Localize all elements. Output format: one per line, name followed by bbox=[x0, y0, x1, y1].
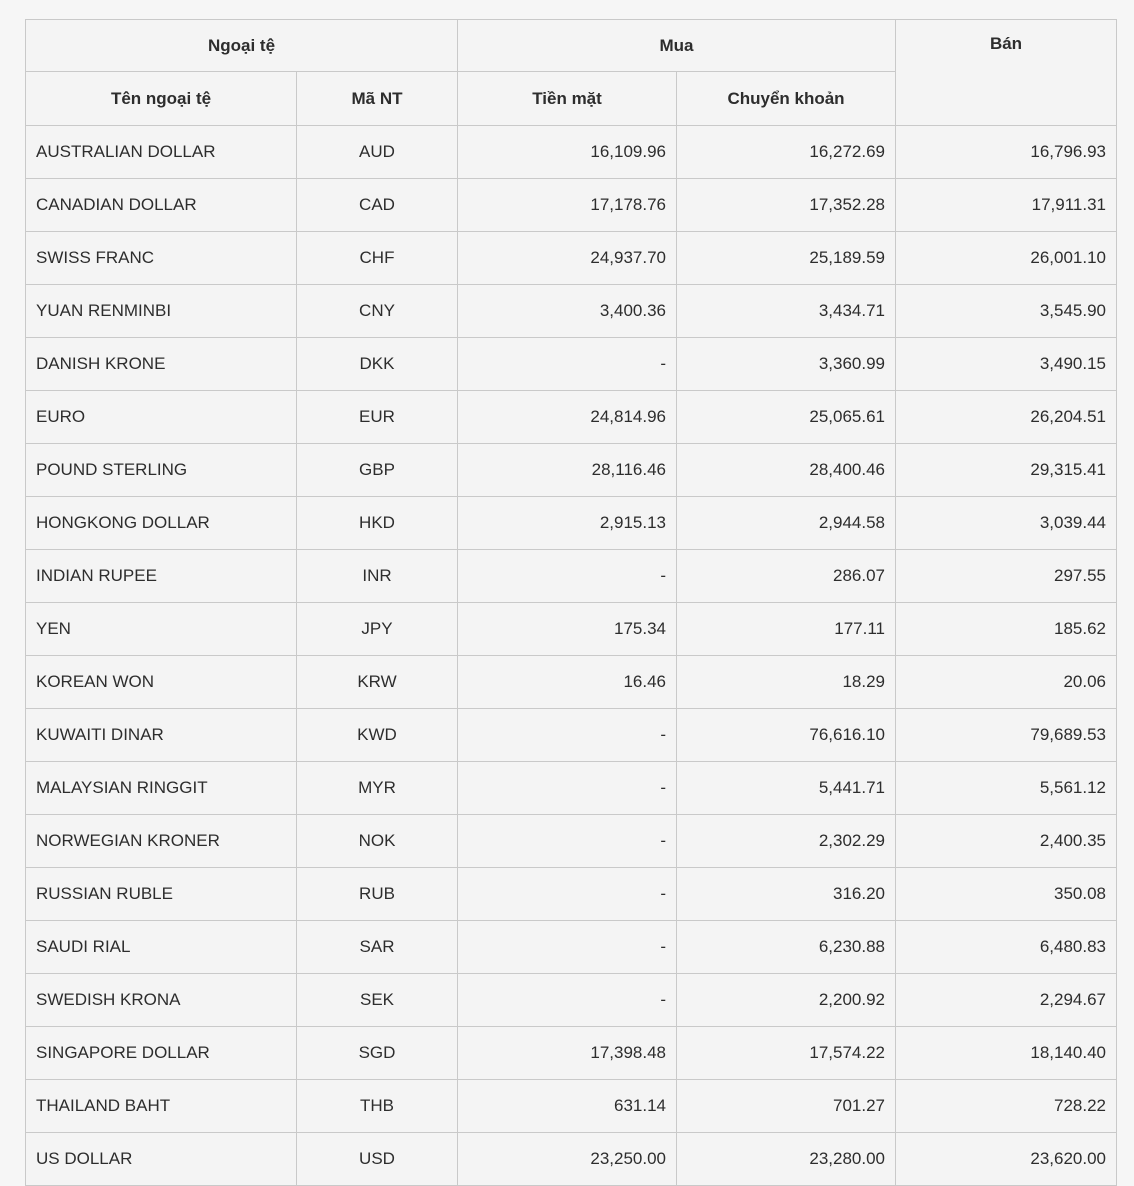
table-row bbox=[26, 126, 1117, 179]
currency-name-cell: SAUDI RIAL bbox=[26, 921, 297, 974]
sell-cell: 5,561.12 bbox=[896, 762, 1117, 815]
rates-tbody bbox=[26, 126, 1117, 1186]
transfer-buy-cell: 16,272.69 bbox=[677, 126, 896, 179]
sell-cell: 23,620.00 bbox=[896, 1133, 1117, 1186]
header-cash-buy: Tiền mặt bbox=[458, 72, 677, 126]
table-row bbox=[26, 550, 1117, 603]
currency-code-cell: INR bbox=[297, 550, 458, 603]
table-row bbox=[26, 444, 1117, 497]
sell-cell: 16,796.93 bbox=[896, 126, 1117, 179]
cash-buy-cell: - bbox=[458, 709, 677, 762]
currency-name-cell: THAILAND BAHT bbox=[26, 1080, 297, 1133]
currency-code-cell: SEK bbox=[297, 974, 458, 1027]
currency-code-cell: SAR bbox=[297, 921, 458, 974]
transfer-buy-cell: 25,065.61 bbox=[677, 391, 896, 444]
header-group-row bbox=[26, 20, 1117, 72]
table-row bbox=[26, 709, 1117, 762]
cash-buy-cell: 23,250.00 bbox=[458, 1133, 677, 1186]
currency-code-cell: SGD bbox=[297, 1027, 458, 1080]
table-row bbox=[26, 497, 1117, 550]
sell-cell: 17,911.31 bbox=[896, 179, 1117, 232]
header-transfer-buy: Chuyển khoản bbox=[677, 72, 896, 126]
currency-code-cell: AUD bbox=[297, 126, 458, 179]
transfer-buy-cell: 2,302.29 bbox=[677, 815, 896, 868]
transfer-buy-cell: 28,400.46 bbox=[677, 444, 896, 497]
sell-cell: 26,001.10 bbox=[896, 232, 1117, 285]
exchange-rate-table bbox=[25, 19, 1117, 1186]
currency-name-cell: KUWAITI DINAR bbox=[26, 709, 297, 762]
sell-cell: 26,204.51 bbox=[896, 391, 1117, 444]
currency-name-cell: NORWEGIAN KRONER bbox=[26, 815, 297, 868]
transfer-buy-cell: 3,434.71 bbox=[677, 285, 896, 338]
cash-buy-cell: 28,116.46 bbox=[458, 444, 677, 497]
currency-code-cell: NOK bbox=[297, 815, 458, 868]
table-row bbox=[26, 815, 1117, 868]
header-sell-column: Bán bbox=[896, 20, 1117, 126]
transfer-buy-cell: 6,230.88 bbox=[677, 921, 896, 974]
transfer-buy-cell: 18.29 bbox=[677, 656, 896, 709]
transfer-buy-cell: 17,574.22 bbox=[677, 1027, 896, 1080]
currency-code-cell: USD bbox=[297, 1133, 458, 1186]
currency-name-cell: RUSSIAN RUBLE bbox=[26, 868, 297, 921]
transfer-buy-cell: 3,360.99 bbox=[677, 338, 896, 391]
currency-name-cell: YUAN RENMINBI bbox=[26, 285, 297, 338]
transfer-buy-cell: 286.07 bbox=[677, 550, 896, 603]
table-header bbox=[26, 20, 1117, 126]
table-row bbox=[26, 868, 1117, 921]
transfer-buy-cell: 177.11 bbox=[677, 603, 896, 656]
transfer-buy-cell: 17,352.28 bbox=[677, 179, 896, 232]
sell-cell: 18,140.40 bbox=[896, 1027, 1117, 1080]
sell-cell: 728.22 bbox=[896, 1080, 1117, 1133]
currency-name-cell: MALAYSIAN RINGGIT bbox=[26, 762, 297, 815]
currency-code-cell: CNY bbox=[297, 285, 458, 338]
transfer-buy-cell: 5,441.71 bbox=[677, 762, 896, 815]
cash-buy-cell: 24,814.96 bbox=[458, 391, 677, 444]
currency-name-cell: SINGAPORE DOLLAR bbox=[26, 1027, 297, 1080]
sell-cell: 2,400.35 bbox=[896, 815, 1117, 868]
sell-cell: 29,315.41 bbox=[896, 444, 1117, 497]
currency-name-cell: SWISS FRANC bbox=[26, 232, 297, 285]
cash-buy-cell: 17,398.48 bbox=[458, 1027, 677, 1080]
sell-cell: 3,545.90 bbox=[896, 285, 1117, 338]
currency-name-cell: AUSTRALIAN DOLLAR bbox=[26, 126, 297, 179]
cash-buy-cell: - bbox=[458, 762, 677, 815]
currency-code-cell: JPY bbox=[297, 603, 458, 656]
table-row bbox=[26, 232, 1117, 285]
currency-code-cell: CHF bbox=[297, 232, 458, 285]
cash-buy-cell: 2,915.13 bbox=[458, 497, 677, 550]
sell-cell: 350.08 bbox=[896, 868, 1117, 921]
currency-code-cell: THB bbox=[297, 1080, 458, 1133]
currency-code-cell: EUR bbox=[297, 391, 458, 444]
transfer-buy-cell: 25,189.59 bbox=[677, 232, 896, 285]
table-row bbox=[26, 338, 1117, 391]
currency-name-cell: EURO bbox=[26, 391, 297, 444]
currency-name-cell: POUND STERLING bbox=[26, 444, 297, 497]
table-row bbox=[26, 391, 1117, 444]
currency-name-cell: SWEDISH KRONA bbox=[26, 974, 297, 1027]
sell-cell: 79,689.53 bbox=[896, 709, 1117, 762]
currency-code-cell: KWD bbox=[297, 709, 458, 762]
currency-code-cell: RUB bbox=[297, 868, 458, 921]
cash-buy-cell: 3,400.36 bbox=[458, 285, 677, 338]
cash-buy-cell: 24,937.70 bbox=[458, 232, 677, 285]
cash-buy-cell: 631.14 bbox=[458, 1080, 677, 1133]
cash-buy-cell: - bbox=[458, 550, 677, 603]
cash-buy-cell: 16,109.96 bbox=[458, 126, 677, 179]
table-row bbox=[26, 974, 1117, 1027]
sell-cell: 3,039.44 bbox=[896, 497, 1117, 550]
table-row bbox=[26, 1133, 1117, 1186]
transfer-buy-cell: 701.27 bbox=[677, 1080, 896, 1133]
table-row bbox=[26, 285, 1117, 338]
cash-buy-cell: - bbox=[458, 974, 677, 1027]
currency-name-cell: KOREAN WON bbox=[26, 656, 297, 709]
currency-name-cell: HONGKONG DOLLAR bbox=[26, 497, 297, 550]
currency-name-cell: YEN bbox=[26, 603, 297, 656]
cash-buy-cell: - bbox=[458, 338, 677, 391]
cash-buy-cell: - bbox=[458, 815, 677, 868]
sell-cell: 2,294.67 bbox=[896, 974, 1117, 1027]
currency-name-cell: CANADIAN DOLLAR bbox=[26, 179, 297, 232]
sell-cell: 185.62 bbox=[896, 603, 1117, 656]
table-row bbox=[26, 762, 1117, 815]
cash-buy-cell: 175.34 bbox=[458, 603, 677, 656]
header-buy-group: Mua bbox=[458, 20, 896, 72]
currency-code-cell: CAD bbox=[297, 179, 458, 232]
cash-buy-cell: - bbox=[458, 868, 677, 921]
table-row bbox=[26, 603, 1117, 656]
table-row bbox=[26, 179, 1117, 232]
currency-name-cell: INDIAN RUPEE bbox=[26, 550, 297, 603]
sell-cell: 6,480.83 bbox=[896, 921, 1117, 974]
header-currency-code: Mã NT bbox=[297, 72, 458, 126]
sell-cell: 297.55 bbox=[896, 550, 1117, 603]
currency-code-cell: HKD bbox=[297, 497, 458, 550]
transfer-buy-cell: 316.20 bbox=[677, 868, 896, 921]
transfer-buy-cell: 2,944.58 bbox=[677, 497, 896, 550]
currency-name-cell: US DOLLAR bbox=[26, 1133, 297, 1186]
cash-buy-cell: - bbox=[458, 921, 677, 974]
cash-buy-cell: 17,178.76 bbox=[458, 179, 677, 232]
transfer-buy-cell: 76,616.10 bbox=[677, 709, 896, 762]
currency-code-cell: MYR bbox=[297, 762, 458, 815]
table-row bbox=[26, 656, 1117, 709]
table-row bbox=[26, 1080, 1117, 1133]
currency-code-cell: KRW bbox=[297, 656, 458, 709]
currency-name-cell: DANISH KRONE bbox=[26, 338, 297, 391]
currency-code-cell: GBP bbox=[297, 444, 458, 497]
sell-cell: 3,490.15 bbox=[896, 338, 1117, 391]
table-row bbox=[26, 921, 1117, 974]
transfer-buy-cell: 2,200.92 bbox=[677, 974, 896, 1027]
header-currency-name: Tên ngoại tệ bbox=[26, 72, 297, 126]
sell-cell: 20.06 bbox=[896, 656, 1117, 709]
currency-code-cell: DKK bbox=[297, 338, 458, 391]
cash-buy-cell: 16.46 bbox=[458, 656, 677, 709]
transfer-buy-cell: 23,280.00 bbox=[677, 1133, 896, 1186]
header-currency-group: Ngoại tệ bbox=[26, 20, 458, 72]
table-row bbox=[26, 1027, 1117, 1080]
